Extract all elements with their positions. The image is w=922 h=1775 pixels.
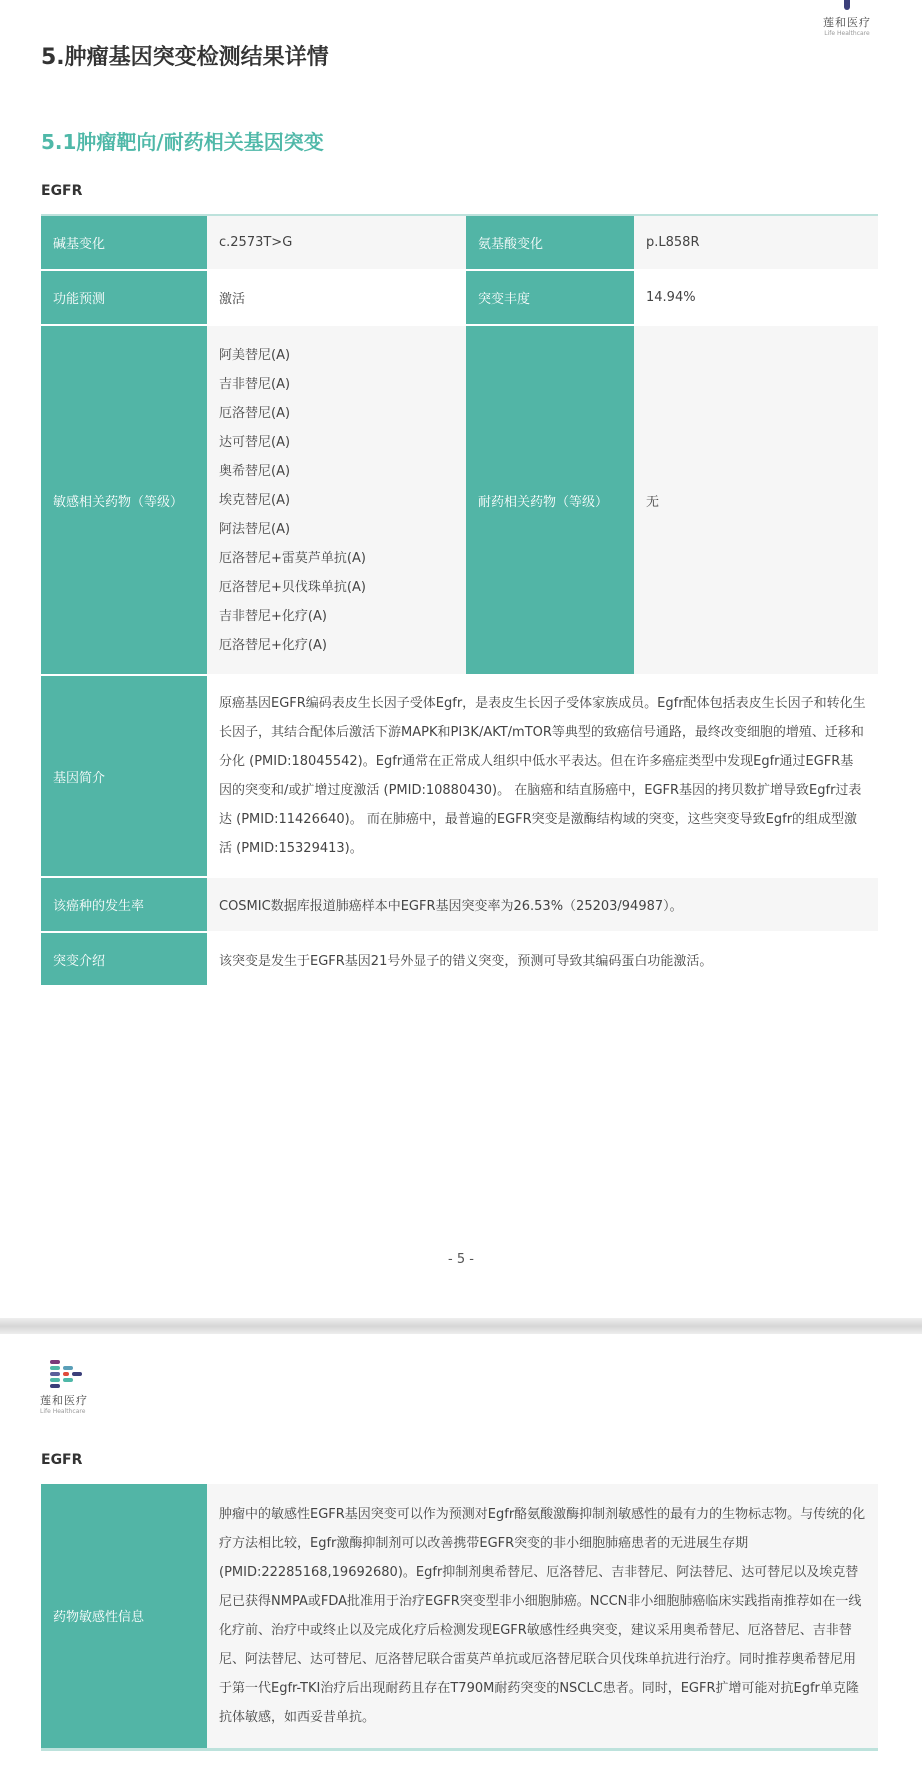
gene-name: EGFR (41, 183, 83, 199)
drug-item: 奥希替尼(A) (219, 463, 291, 479)
drug-item: 埃克替尼(A) (219, 492, 291, 508)
function-value: 激活 (207, 270, 466, 325)
section-title: 5.1肿瘤靶向/耐药相关基因突变 (41, 130, 324, 154)
company-logo (812, 0, 882, 37)
page-separator (0, 1318, 922, 1334)
page-number: - 5 - (448, 1252, 474, 1267)
function-label: 功能预测 (41, 270, 207, 325)
aa-change-label: 氨基酸变化 (466, 215, 634, 270)
page-title: 5.肿瘤基因突变检测结果详情 (41, 45, 329, 70)
sensitive-drugs-label: 敏感相关药物（等级） (41, 325, 207, 675)
base-change-value: c.2573T>G (207, 215, 466, 270)
gene-intro-label: 基因简介 (41, 675, 207, 877)
drug-item: 厄洛替尼+化疗(A) (219, 637, 327, 653)
incidence-text: COSMIC数据库报道肺癌样本中EGFR基因突变率为26.53%（25203/94987）。 (207, 877, 878, 932)
logo-mark-icon (844, 0, 850, 10)
table-row (41, 675, 878, 877)
company-logo (40, 1360, 110, 1415)
gene-name: EGFR (41, 1452, 83, 1468)
abundance-value: 14.94% (634, 270, 878, 325)
drug-sensitivity-table (41, 1484, 878, 1751)
drug-item: 厄洛替尼+雷莫芦单抗(A) (219, 550, 366, 566)
gene-intro-text: 原癌基因EGFR编码表皮生长因子受体Egfr，是表皮生长因子受体家族成员。Egfr配体包括表皮生长因子和转化生长因子，其结合配体后激活下游MAPK和PI3K/AKT/mTOR等典型的致癌信号通路，最终改变细胞的增殖、迁移和分化 (PMID:18045542)。Egfr通常在正常成人组织中低水平表达。但在许多癌症类型中发现Egfr通过EGFR基因的突变和/或扩增过度激活 (PMID:10880430)。 在脑癌和结直肠癌中，EGFR基因的拷贝数扩增导致Egfr过表达 (PMID:11426640)。 而在肺癌中，最普遍的EGFR突变是激酶结构域的突变，这些突变导致Egfr的组成型激活 (PMID:15329413)。 (207, 675, 878, 877)
logo-name: 莲和医疗 (823, 16, 871, 29)
drug-item: 厄洛替尼+贝伐珠单抗(A) (219, 579, 366, 595)
mutation-intro-label: 突变介绍 (41, 932, 207, 986)
aa-change-value: p.L858R (634, 215, 878, 270)
drug-item: 达可替尼(A) (219, 434, 291, 450)
logo-sub: Life Healthcare (824, 30, 870, 37)
logo-sub: Life Healthcare (40, 1408, 86, 1415)
resistant-drugs-label: 耐药相关药物（等级） (466, 325, 634, 675)
drug-item: 吉非替尼(A) (219, 376, 291, 392)
table-row (41, 270, 878, 325)
table-row (41, 877, 878, 932)
drug-item: 阿美替尼(A) (219, 347, 291, 363)
sensitivity-label: 药物敏感性信息 (41, 1484, 207, 1749)
resistant-drugs-value: 无 (634, 325, 878, 675)
sensitivity-text: 肿瘤中的敏感性EGFR基因突变可以作为预测对Egfr酪氨酸激酶抑制剂敏感性的最有力的生物标志物。与传统的化疗方法相比较，Egfr激酶抑制剂可以改善携带EGFR突变的非小细胞肺癌患者的无进展生存期 (PMID:22285168,19692680)。Egfr抑制剂奥希替尼、厄洛替尼、吉非替尼、阿法替尼、达可替尼以及埃克替尼已获得NMPA或FDA批准用于治疗EGFR突变型非小细胞肺癌。NCCN非小细胞肺癌临床实践指南推荐如在一线化疗前、治疗中或终止以及完成化疗后检测发现EGFR敏感性经典突变，建议采用奥希替尼、厄洛替尼、吉非替尼、阿法替尼、达可替尼、厄洛替尼联合雷莫芦单抗或厄洛替尼联合贝伐珠单抗进行治疗。同时推荐奥希替尼用于第一代Egfr-TKI治疗后出现耐药且存在T790M耐药突变的NSCLC患者。同时，EGFR扩增可能对抗Egfr单克隆抗体敏感，如西妥昔单抗。 (207, 1484, 878, 1749)
logo-name: 莲和医疗 (40, 1394, 88, 1407)
mutation-intro-text: 该突变是发生于EGFR基因21号外显子的错义突变，预测可导致其编码蛋白功能激活。 (207, 932, 878, 986)
drug-item: 厄洛替尼(A) (219, 405, 291, 421)
sensitive-drugs-list (207, 325, 466, 675)
table-row (41, 932, 878, 986)
table-row (41, 325, 878, 675)
table-row (41, 1484, 878, 1749)
abundance-label: 突变丰度 (466, 270, 634, 325)
base-change-label: 碱基变化 (41, 215, 207, 270)
drug-item: 吉非替尼+化疗(A) (219, 608, 327, 624)
mutation-detail-table (41, 214, 878, 987)
incidence-label: 该癌种的发生率 (41, 877, 207, 932)
table-row (41, 215, 878, 270)
logo-mark-icon (50, 1360, 110, 1388)
drug-item: 阿法替尼(A) (219, 521, 291, 537)
